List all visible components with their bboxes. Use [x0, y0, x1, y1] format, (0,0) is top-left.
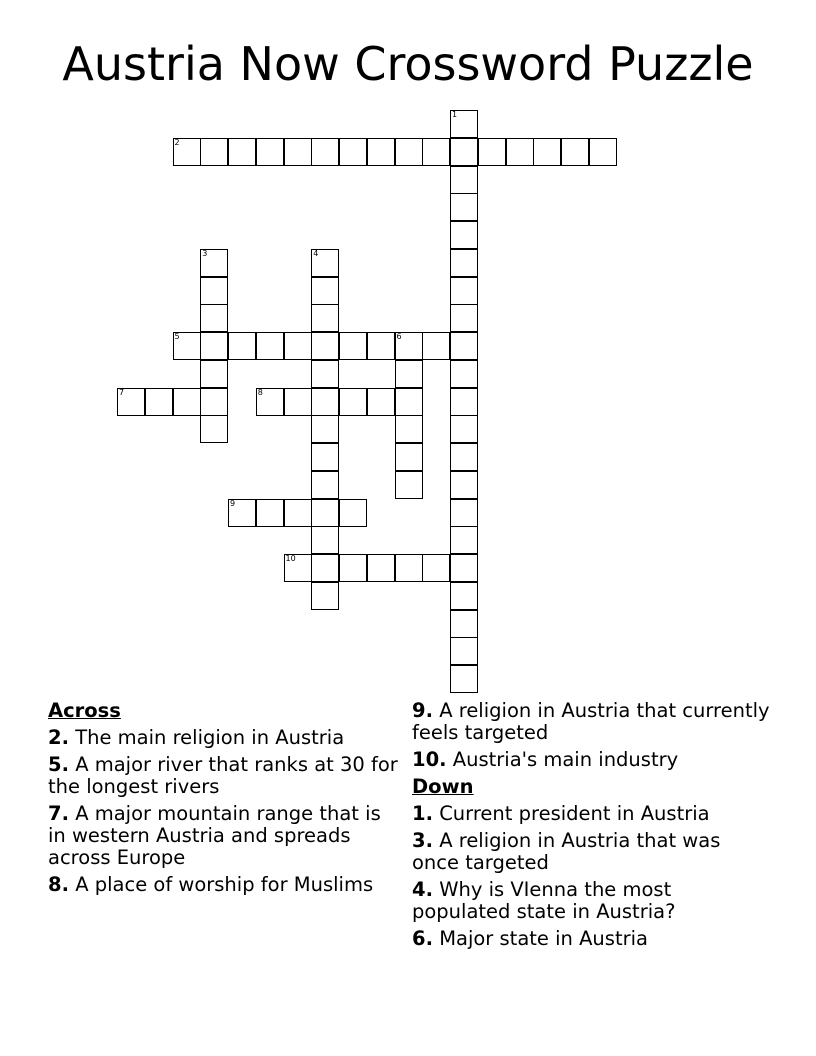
grid-cell[interactable]: [311, 443, 339, 471]
clue-across-10: [412, 749, 772, 771]
grid-cell[interactable]: [311, 471, 339, 499]
clue-down-3: [412, 830, 772, 874]
grid-cell[interactable]: [422, 332, 450, 360]
grid-cell[interactable]: [422, 138, 450, 166]
grid-cell[interactable]: [395, 471, 423, 499]
clue-number-label: 8: [257, 387, 263, 397]
grid-cell[interactable]: [533, 138, 561, 166]
grid-cell[interactable]: [395, 443, 423, 471]
grid-cell[interactable]: [450, 249, 478, 277]
grid-cell[interactable]: [200, 388, 228, 416]
clue-text: A major mountain range that is in western Austria and spreads across Europe: [48, 802, 381, 869]
grid-cell[interactable]: [450, 526, 478, 554]
clue-number: 8.: [48, 873, 69, 896]
clue-text: A major river that ranks at 30 for the longest rivers: [48, 753, 398, 798]
grid-cell[interactable]: [339, 388, 367, 416]
clue-down-6: [412, 928, 772, 950]
grid-cell[interactable]: [311, 582, 339, 610]
grid-cell[interactable]: [200, 138, 228, 166]
clue-number: 2.: [48, 726, 69, 749]
grid-cell[interactable]: [395, 554, 423, 582]
grid-cell[interactable]: [339, 138, 367, 166]
clue-number-label: 10: [285, 554, 296, 563]
grid-cell[interactable]: [450, 138, 478, 166]
grid-cell[interactable]: [422, 554, 450, 582]
clue-number-label: 3: [202, 248, 208, 258]
clue-number: 5.: [48, 753, 69, 776]
grid-cell[interactable]: [395, 388, 423, 416]
grid-cell[interactable]: [311, 304, 339, 332]
clues-left-column: [48, 700, 398, 901]
grid-cell[interactable]: [173, 138, 201, 166]
clue-number: 6.: [412, 927, 433, 950]
grid-cell[interactable]: [173, 388, 201, 416]
grid-cell[interactable]: [200, 277, 228, 305]
clue-number: 3.: [412, 829, 433, 852]
clue-text: A place of worship for Muslims: [75, 873, 374, 896]
grid-cell[interactable]: [367, 388, 395, 416]
grid-cell[interactable]: [117, 388, 145, 416]
grid-cell[interactable]: [450, 665, 478, 693]
grid-cell[interactable]: [145, 388, 173, 416]
grid-cell[interactable]: [450, 110, 478, 138]
clue-across-5: [48, 754, 398, 798]
grid-cell[interactable]: [200, 415, 228, 443]
clue-number-label: 5: [174, 332, 180, 341]
grid-cell[interactable]: [450, 332, 478, 360]
grid-cell[interactable]: [506, 138, 534, 166]
grid-cell[interactable]: [450, 499, 478, 527]
grid-cell[interactable]: [200, 360, 228, 388]
grid-cell[interactable]: [200, 332, 228, 360]
grid-cell[interactable]: [311, 499, 339, 527]
clue-text: Major state in Austria: [439, 927, 648, 950]
grid-cell[interactable]: [339, 554, 367, 582]
grid-cell[interactable]: [228, 332, 256, 360]
grid-cell[interactable]: [450, 193, 478, 221]
grid-cell[interactable]: [311, 138, 339, 166]
clue-across-9: [412, 700, 772, 744]
across-heading: Across: [48, 699, 121, 722]
clue-down-4: [412, 879, 772, 923]
grid-cell[interactable]: [450, 360, 478, 388]
grid-cell[interactable]: [395, 415, 423, 443]
grid-cell[interactable]: [367, 138, 395, 166]
grid-cell[interactable]: [450, 554, 478, 582]
clue-text: The main religion in Austria: [75, 726, 345, 749]
clue-text: A religion in Austria that was once targeted: [412, 829, 721, 874]
grid-cell[interactable]: [561, 138, 589, 166]
clue-number-label: 4: [313, 248, 319, 258]
grid-cell[interactable]: [284, 332, 312, 360]
grid-cell[interactable]: [450, 637, 478, 665]
grid-cell[interactable]: [450, 166, 478, 194]
clue-number-label: 1: [452, 110, 458, 119]
grid-cell[interactable]: [589, 138, 617, 166]
clue-number: 9.: [412, 699, 433, 722]
clue-number: 4.: [412, 878, 433, 901]
grid-cell[interactable]: [450, 277, 478, 305]
clue-down-1: [412, 803, 772, 825]
clue-text: Austria's main industry: [452, 748, 679, 771]
clue-text: Current president in Austria: [439, 802, 710, 825]
grid-cell[interactable]: [200, 249, 228, 277]
grid-cell[interactable]: [256, 499, 284, 527]
grid-cell[interactable]: [395, 360, 423, 388]
grid-cell[interactable]: [256, 332, 284, 360]
clue-number-label: 6: [396, 332, 402, 341]
clue-number: 1.: [412, 802, 433, 825]
grid-cell[interactable]: [395, 138, 423, 166]
grid-cell[interactable]: [256, 138, 284, 166]
grid-cell[interactable]: [339, 499, 367, 527]
grid-cell[interactable]: [395, 332, 423, 360]
grid-cell[interactable]: [311, 332, 339, 360]
grid-cell[interactable]: [450, 388, 478, 416]
clue-number: 10.: [412, 748, 447, 771]
clue-number-label: 9: [230, 498, 236, 508]
grid-cell[interactable]: [450, 610, 478, 638]
grid-cell[interactable]: [311, 526, 339, 554]
clues-right-column: [412, 700, 772, 955]
grid-cell[interactable]: [311, 360, 339, 388]
grid-cell[interactable]: [284, 554, 312, 582]
clue-text: Why is VIenna the most populated state in Austria?: [412, 878, 676, 923]
clue-across-8: [48, 874, 398, 896]
clue-across-2: [48, 727, 398, 749]
grid-cell[interactable]: [450, 221, 478, 249]
clue-number: 7.: [48, 802, 69, 825]
grid-cell[interactable]: [284, 138, 312, 166]
grid-cell[interactable]: [450, 582, 478, 610]
grid-cell[interactable]: [450, 471, 478, 499]
grid-cell[interactable]: [311, 554, 339, 582]
grid-cell[interactable]: [200, 304, 228, 332]
grid-cell[interactable]: [339, 332, 367, 360]
clue-number-label: 2: [174, 137, 180, 147]
grid-cell[interactable]: [256, 388, 284, 416]
grid-cell[interactable]: [173, 332, 201, 360]
grid-cell[interactable]: [284, 388, 312, 416]
page-title: Austria Now Crossword Puzzle: [62, 37, 754, 91]
clue-number-label: 7: [119, 387, 125, 397]
grid-cell[interactable]: [367, 554, 395, 582]
grid-cell[interactable]: [311, 388, 339, 416]
down-heading: Down: [412, 775, 474, 798]
grid-cell[interactable]: [450, 304, 478, 332]
grid-cell[interactable]: [311, 277, 339, 305]
clue-across-7: [48, 803, 398, 869]
grid-cell[interactable]: [228, 138, 256, 166]
grid-cell[interactable]: [478, 138, 506, 166]
grid-cell[interactable]: [450, 443, 478, 471]
grid-cell[interactable]: [284, 499, 312, 527]
grid-cell[interactable]: [311, 415, 339, 443]
clue-text: A religion in Austria that currently feels targeted: [412, 699, 770, 744]
grid-cell[interactable]: [367, 332, 395, 360]
grid-cell[interactable]: [450, 415, 478, 443]
grid-cell[interactable]: [228, 499, 256, 527]
grid-cell[interactable]: [311, 249, 339, 277]
